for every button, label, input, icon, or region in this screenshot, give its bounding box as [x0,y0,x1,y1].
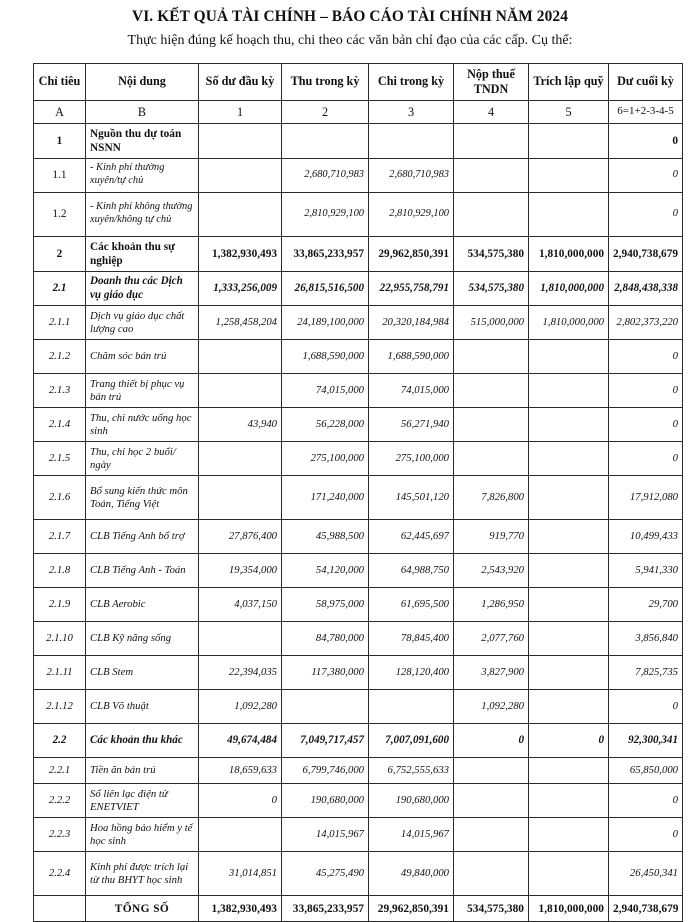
cell-fund: 1,810,000,000 [529,271,609,306]
cell-opening-balance [199,442,282,476]
cell-code: 2.1.5 [34,442,86,476]
cell-code: 2.1.3 [34,374,86,408]
table-header [34,63,683,123]
cell-expense: 78,845,400 [369,622,454,656]
cell-opening-balance: 0 [199,784,282,818]
column-letter-6-formula: 6=1+2-3-4-5 [609,100,683,123]
cell-closing-balance: 0 [609,818,683,852]
table-row [34,192,683,236]
cell-code: 2.2.2 [34,784,86,818]
cell-closing-balance: 0 [609,340,683,374]
cell-content: Tiền ăn bán trú [86,758,199,784]
cell-content: CLB Tiếng Anh - Toán [86,554,199,588]
cell-expense: 2,810,929,100 [369,192,454,236]
cell-fund [529,520,609,554]
cell-code: 2.2.1 [34,758,86,784]
table-row [34,588,683,622]
cell-revenue: 56,228,000 [282,408,369,442]
document-page [0,8,700,882]
cell-revenue: 6,799,746,000 [282,758,369,784]
cell-code: 2.1.9 [34,588,86,622]
table-row [34,554,683,588]
column-letter-2: 2 [282,100,369,123]
column-letter-1: 1 [199,100,282,123]
cell-revenue: 2,810,929,100 [282,192,369,236]
cell-code: 2.2.3 [34,818,86,852]
cell-code: 2.1.12 [34,690,86,724]
cell-content: CLB Tiếng Anh bổ trợ [86,520,199,554]
cell-revenue [282,123,369,158]
page-subtitle: Thực hiện đúng kế hoạch thu, chi theo các văn bản chỉ đạo của các cấp. Cụ thể: [0,33,700,50]
cell-closing-balance: 26,450,341 [609,852,683,896]
cell-closing-balance: 0 [609,442,683,476]
cell-expense: 128,120,400 [369,656,454,690]
cell-expense: 74,015,000 [369,374,454,408]
cell-tax: 515,000,000 [454,306,529,340]
cell-fund [529,192,609,236]
table-header-row [34,63,683,100]
cell-closing-balance: 17,912,080 [609,476,683,520]
cell-opening-balance: 1,382,930,493 [199,896,282,922]
cell-tax: 1,092,280 [454,690,529,724]
cell-tax [454,340,529,374]
cell-code: 2.1 [34,271,86,306]
table-row [34,340,683,374]
financial-table-container [33,63,682,922]
column-header-fund: Trích lập quỹ [529,63,609,100]
cell-content: Nguồn thu dự toán NSNN [86,123,199,158]
table-row [34,758,683,784]
cell-code: 2.2 [34,724,86,758]
cell-opening-balance: 27,876,400 [199,520,282,554]
table-row [34,520,683,554]
column-letter-b: B [86,100,199,123]
cell-expense: 2,680,710,983 [369,158,454,192]
cell-expense: 190,680,000 [369,784,454,818]
cell-opening-balance: 1,092,280 [199,690,282,724]
cell-revenue: 190,680,000 [282,784,369,818]
column-header-tax: Nộp thuế TNDN [454,63,529,100]
cell-revenue: 117,380,000 [282,656,369,690]
cell-tax: 534,575,380 [454,896,529,922]
cell-fund: 1,810,000,000 [529,306,609,340]
table-row [34,123,683,158]
cell-code: 2.1.6 [34,476,86,520]
cell-content: Thu, chi học 2 buổi/ ngày [86,442,199,476]
cell-closing-balance: 92,300,341 [609,724,683,758]
table-body [34,123,683,922]
page-title: VI. KẾT QUẢ TÀI CHÍNH – BÁO CÁO TÀI CHÍNH NĂM 2024 [0,8,700,26]
cell-opening-balance [199,622,282,656]
cell-tax: 7,826,800 [454,476,529,520]
cell-revenue: 26,815,516,500 [282,271,369,306]
cell-closing-balance: 2,848,438,338 [609,271,683,306]
cell-opening-balance [199,192,282,236]
column-letter-a: A [34,100,86,123]
cell-code: 1 [34,123,86,158]
cell-code: 2 [34,236,86,271]
cell-opening-balance: 43,940 [199,408,282,442]
cell-expense [369,690,454,724]
column-letters-row [34,100,683,123]
cell-expense: 7,007,091,600 [369,724,454,758]
cell-expense: 56,271,940 [369,408,454,442]
cell-opening-balance: 4,037,150 [199,588,282,622]
cell-tax: 0 [454,724,529,758]
cell-tax [454,123,529,158]
cell-content: - Kinh phí không thường xuyên/không tự chủ [86,192,199,236]
cell-code: 2.2.4 [34,852,86,896]
column-letter-5: 5 [529,100,609,123]
cell-tax [454,158,529,192]
column-header-content: Nội dung [86,63,199,100]
cell-content: Các khoản thu sự nghiệp [86,236,199,271]
cell-opening-balance: 49,674,484 [199,724,282,758]
cell-revenue: 58,975,000 [282,588,369,622]
cell-code: 2.1.10 [34,622,86,656]
cell-code: 1.2 [34,192,86,236]
cell-closing-balance: 3,856,840 [609,622,683,656]
cell-closing-balance: 5,941,330 [609,554,683,588]
column-header-closing: Dư cuối kỳ [609,63,683,100]
cell-opening-balance: 18,659,633 [199,758,282,784]
cell-opening-balance [199,123,282,158]
cell-fund [529,588,609,622]
cell-content: CLB Stem [86,656,199,690]
cell-content: Chăm sóc bán trú [86,340,199,374]
cell-expense: 29,962,850,391 [369,236,454,271]
cell-fund [529,818,609,852]
cell-revenue: 275,100,000 [282,442,369,476]
financial-results-table [33,63,683,922]
cell-content: Kinh phí được trích lại từ thu BHYT học sinh [86,852,199,896]
cell-tax: 2,077,760 [454,622,529,656]
cell-tax: 919,770 [454,520,529,554]
cell-content: Hoa hồng bảo hiểm y tế học sinh [86,818,199,852]
cell-expense: 1,688,590,000 [369,340,454,374]
cell-fund: 1,810,000,000 [529,896,609,922]
cell-revenue: 74,015,000 [282,374,369,408]
cell-tax: 2,543,920 [454,554,529,588]
cell-closing-balance: 0 [609,158,683,192]
table-row [34,374,683,408]
cell-expense: 64,988,750 [369,554,454,588]
cell-opening-balance [199,158,282,192]
cell-expense: 6,752,555,633 [369,758,454,784]
cell-opening-balance [199,818,282,852]
cell-expense: 22,955,758,791 [369,271,454,306]
cell-closing-balance: 65,850,000 [609,758,683,784]
cell-tax [454,374,529,408]
cell-fund: 1,810,000,000 [529,236,609,271]
table-row [34,724,683,758]
cell-expense: 62,445,697 [369,520,454,554]
cell-content: TỔNG SỐ [86,896,199,922]
column-header-revenue: Thu trong kỳ [282,63,369,100]
cell-revenue: 33,865,233,957 [282,896,369,922]
cell-content: Doanh thu các Dịch vụ giáo dục [86,271,199,306]
table-row [34,622,683,656]
cell-fund [529,690,609,724]
cell-fund [529,374,609,408]
cell-fund [529,408,609,442]
cell-tax [454,192,529,236]
cell-revenue: 54,120,000 [282,554,369,588]
cell-tax: 1,286,950 [454,588,529,622]
cell-opening-balance: 22,394,035 [199,656,282,690]
cell-code: 2.1.1 [34,306,86,340]
cell-content: CLB Aerobic [86,588,199,622]
cell-fund [529,656,609,690]
table-row [34,656,683,690]
cell-expense: 145,501,120 [369,476,454,520]
cell-fund [529,123,609,158]
table-row [34,306,683,340]
cell-tax: 534,575,380 [454,271,529,306]
table-row [34,476,683,520]
cell-closing-balance: 29,700 [609,588,683,622]
column-header-expense: Chi trong kỳ [369,63,454,100]
cell-closing-balance: 7,825,735 [609,656,683,690]
cell-fund [529,158,609,192]
cell-tax: 534,575,380 [454,236,529,271]
cell-code: 2.1.7 [34,520,86,554]
cell-opening-balance: 19,354,000 [199,554,282,588]
cell-fund: 0 [529,724,609,758]
cell-fund [529,554,609,588]
cell-expense [369,123,454,158]
cell-revenue: 33,865,233,957 [282,236,369,271]
table-row [34,442,683,476]
cell-opening-balance: 1,382,930,493 [199,236,282,271]
column-header-code: Chỉ tiêu [34,63,86,100]
table-row [34,271,683,306]
cell-content: Thu, chi nước uống học sinh [86,408,199,442]
cell-opening-balance [199,374,282,408]
cell-closing-balance: 0 [609,784,683,818]
cell-expense: 49,840,000 [369,852,454,896]
cell-tax [454,818,529,852]
cell-content: - Kinh phí thường xuyên/tự chủ [86,158,199,192]
cell-content: Các khoản thu khác [86,724,199,758]
cell-code [34,896,86,922]
cell-expense: 14,015,967 [369,818,454,852]
cell-revenue: 84,780,000 [282,622,369,656]
table-row [34,236,683,271]
cell-closing-balance: 2,940,738,679 [609,236,683,271]
cell-revenue: 24,189,100,000 [282,306,369,340]
cell-closing-balance: 10,499,433 [609,520,683,554]
cell-tax [454,408,529,442]
column-header-opening: Số dư đầu kỳ [199,63,282,100]
cell-fund [529,758,609,784]
cell-content: Dịch vụ giáo dục chất lượng cao [86,306,199,340]
column-letter-3: 3 [369,100,454,123]
table-row [34,784,683,818]
cell-content: CLB Kỹ năng sống [86,622,199,656]
cell-fund [529,340,609,374]
table-row [34,408,683,442]
cell-expense: 275,100,000 [369,442,454,476]
cell-expense: 20,320,184,984 [369,306,454,340]
cell-fund [529,784,609,818]
cell-opening-balance: 1,258,458,204 [199,306,282,340]
cell-content: CLB Võ thuật [86,690,199,724]
cell-closing-balance: 0 [609,123,683,158]
cell-opening-balance: 31,014,851 [199,852,282,896]
cell-code: 2.1.8 [34,554,86,588]
cell-fund [529,442,609,476]
cell-opening-balance [199,340,282,374]
table-row [34,158,683,192]
cell-revenue: 171,240,000 [282,476,369,520]
cell-code: 2.1.4 [34,408,86,442]
cell-closing-balance: 0 [609,690,683,724]
column-letter-4: 4 [454,100,529,123]
cell-tax: 3,827,900 [454,656,529,690]
cell-closing-balance: 0 [609,192,683,236]
cell-opening-balance [199,476,282,520]
table-row [34,818,683,852]
cell-code: 1.1 [34,158,86,192]
cell-closing-balance: 2,940,738,679 [609,896,683,922]
table-row [34,690,683,724]
cell-tax [454,442,529,476]
cell-revenue: 45,988,500 [282,520,369,554]
cell-closing-balance: 0 [609,408,683,442]
cell-content: Bổ sung kiến thức môn Toán, Tiếng Việt [86,476,199,520]
cell-revenue: 14,015,967 [282,818,369,852]
cell-revenue: 45,275,490 [282,852,369,896]
cell-code: 2.1.2 [34,340,86,374]
cell-content: Sổ liên lạc điện tử ENETVIET [86,784,199,818]
cell-fund [529,622,609,656]
cell-expense: 29,962,850,391 [369,896,454,922]
cell-revenue: 7,049,717,457 [282,724,369,758]
cell-opening-balance: 1,333,256,009 [199,271,282,306]
table-row [34,896,683,922]
cell-fund [529,476,609,520]
cell-expense: 61,695,500 [369,588,454,622]
cell-revenue: 1,688,590,000 [282,340,369,374]
cell-revenue [282,690,369,724]
cell-content: Trang thiết bị phục vụ bán trú [86,374,199,408]
cell-tax [454,784,529,818]
cell-revenue: 2,680,710,983 [282,158,369,192]
cell-closing-balance: 2,802,373,220 [609,306,683,340]
cell-closing-balance: 0 [609,374,683,408]
cell-tax [454,758,529,784]
cell-code: 2.1.11 [34,656,86,690]
